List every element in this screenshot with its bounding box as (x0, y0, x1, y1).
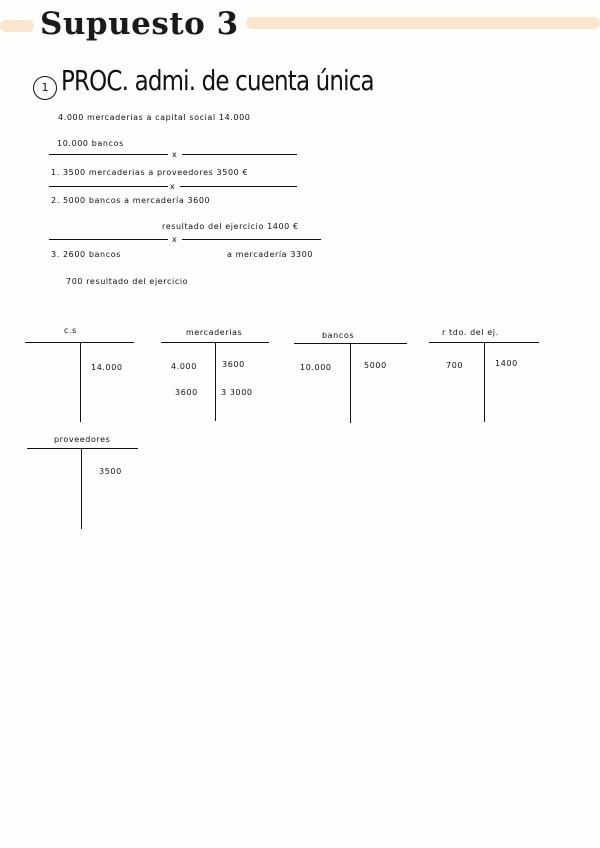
separator-x: x (172, 150, 178, 159)
t-account-bancos-divider (350, 343, 351, 423)
t-account-cs-title: c.s (64, 326, 77, 335)
section-number-badge: 1 (33, 76, 57, 100)
page-title: Supuesto 3 (40, 6, 239, 42)
section-title: PROC. admi. de cuenta única (61, 64, 374, 97)
t-account-mercaderias-divider (215, 342, 216, 421)
separator-line (182, 239, 321, 240)
t-account-rtdo-haber: 1400 (495, 359, 518, 368)
decorative-stripe-left (0, 20, 34, 32)
journal-entry-1-line-1: 1. 3500 mercaderias a proveedores 3500 € (51, 168, 249, 177)
t-account-mercaderias-debe-2: 3600 (222, 360, 245, 369)
t-account-rtdo-debe: 700 (446, 361, 464, 370)
t-account-bancos-debe: 10.000 (300, 363, 332, 372)
journal-entry-0-line-2: 10.000 bancos (57, 139, 124, 148)
decorative-stripe-right (246, 17, 600, 29)
journal-entry-2-line-1: 2. 5000 bancos a mercadería 3600 (51, 196, 211, 205)
t-account-proveedores-haber: 3500 (99, 467, 122, 476)
t-account-mercaderias-haber-2: 3 3000 (221, 388, 253, 397)
t-account-mercaderias-debe-1: 4.000 (171, 362, 197, 371)
journal-entry-0-line-1: 4.000 mercaderias a capital social 14.000 (58, 113, 251, 122)
separator-x: x (170, 182, 176, 191)
journal-entry-3-line-2: 700 resultado del ejercicio (66, 277, 189, 286)
t-account-mercaderias-haber-1: 3600 (175, 388, 198, 397)
separator-x: x (172, 235, 178, 244)
t-account-rtdo-title: r tdo. del ej. (442, 328, 499, 337)
t-account-bancos-haber: 5000 (364, 361, 387, 370)
t-account-cs-haber: 14.000 (91, 363, 123, 372)
t-account-proveedores-divider (81, 448, 82, 529)
separator-line (182, 154, 297, 155)
separator-line (180, 186, 297, 187)
t-account-proveedores-top-line (27, 448, 138, 449)
separator-line (49, 186, 168, 187)
journal-entry-2-line-2: resultado del ejercicio 1400 € (162, 222, 299, 231)
t-account-bancos-title: bancos (322, 331, 355, 340)
separator-line (49, 154, 168, 155)
separator-line (49, 239, 168, 240)
journal-entry-3-left: 3. 2600 bancos (51, 250, 121, 259)
t-account-cs-divider (80, 342, 81, 422)
journal-entry-3-right: a mercadería 3300 (227, 250, 314, 259)
t-account-mercaderias-title: mercaderias (186, 328, 243, 337)
t-account-proveedores-title: proveedores (54, 435, 111, 444)
t-account-rtdo-divider (484, 342, 485, 422)
